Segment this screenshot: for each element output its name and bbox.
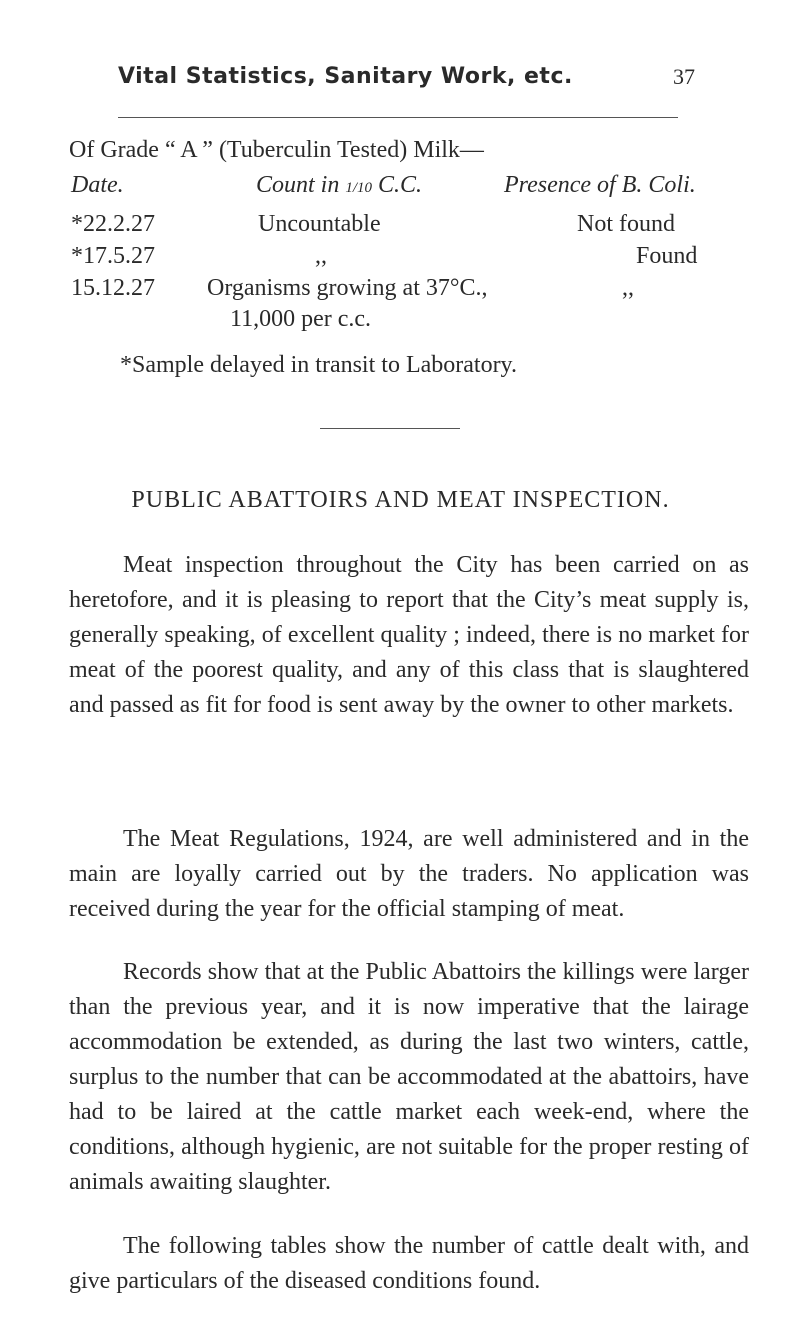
paragraph: Records show that at the Public Abattoirs the killings were larger than the previous year, and it is now imperative that the lairage accommodation be extended, as during the last two winters, cattle, surplus to the number that can be accommodated at the abattoirs, have had to be laired at the cattle market each week-end, where the conditions, although hygienic, are not suitable for the proper resting of animals awaiting slaughter. (69, 959, 749, 1195)
section-title: PUBLIC ABATTOIRS AND MEAT INSPECTION. (131, 487, 670, 513)
row-1-coli: Not found (577, 211, 675, 237)
col-count-suffix: C.C. (378, 172, 423, 198)
col-count-prefix: Count in (256, 172, 340, 198)
paragraph: Meat inspection throughout the City has been carried on as heretofore, and it is pleasing to report that the City’s meat supply is, generally speaking, of excellent quality ; indeed, there is no market for meat of the poorest quality, and any of this class that is slaughtered and passed as fit for food is sent away by the owner to other markets. (69, 552, 749, 718)
row-2-count: ,, (315, 243, 327, 269)
page-number: 37 (673, 64, 695, 89)
col-count-fraction: 1/10 (345, 180, 373, 196)
row-3-count: Organisms growing at 37°C., (207, 275, 488, 301)
running-title: Vital Statistics, Sanitary Work, etc. (118, 64, 573, 89)
milk-intro: Of Grade “ A ” (Tuberculin Tested) Milk— (69, 137, 484, 163)
section-divider (320, 428, 460, 429)
row-3-coli: ,, (622, 275, 634, 301)
col-coli-header: Presence of B. Coli. (504, 172, 696, 198)
row-1-date: *22.2.27 (71, 211, 155, 237)
col-date-header: Date. (71, 172, 124, 198)
row-2-coli: Found (636, 243, 698, 269)
col-count-header (256, 172, 422, 199)
paragraph: The following tables show the number of cattle dealt with, and give particulars of the diseased conditions found. (69, 1233, 749, 1294)
row-3-date: 15.12.27 (71, 275, 155, 301)
row-1-count: Uncountable (258, 211, 381, 237)
row-2-date: *17.5.27 (71, 243, 155, 269)
paragraph: The Meat Regulations, 1924, are well administered and in the main are loyally carried out by the traders. No application was received during the year for the official stamping of meat. (69, 826, 749, 922)
row-3-count-continued: 11,000 per c.c. (230, 306, 372, 332)
footnote: *Sample delayed in transit to Laboratory. (120, 352, 517, 378)
header-rule (118, 117, 678, 118)
